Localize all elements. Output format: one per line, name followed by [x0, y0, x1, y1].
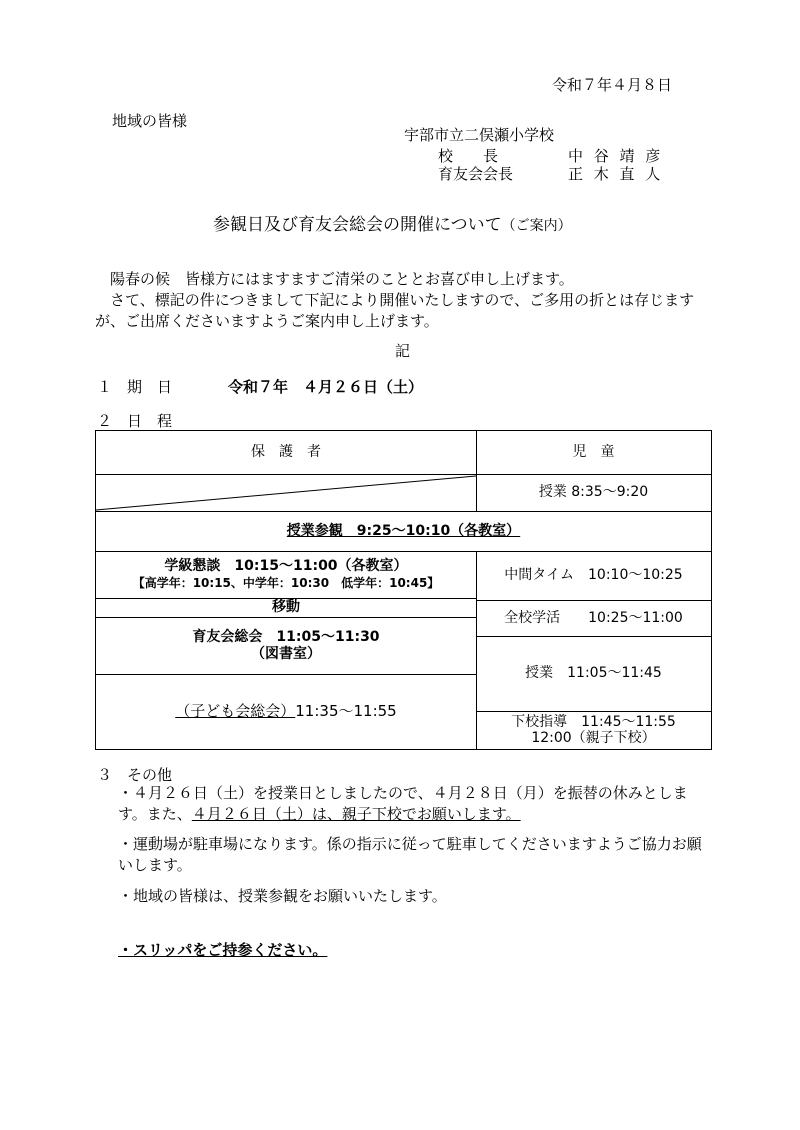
note-item	[118, 783, 708, 825]
class-talk: 学級懇談 10:15〜11:00（各教室）	[164, 557, 408, 574]
note-item: ・運動場が駐車場になります。係の指示に従って駐車してくださいますようご協力お願いします。	[118, 835, 702, 874]
note-item: ・地域の皆様は、授業参観をお願いいたします。	[118, 887, 447, 905]
child-class2: 授業 11:05〜11:45	[525, 665, 662, 681]
invitation-paragraph: さて、標記の件につきまして下記により開催いたしますので、ご多用の折とは存じますが、ご出席くださいますようご案内申し上げます。	[95, 291, 695, 330]
ki-heading: 記	[395, 342, 411, 360]
diagonal-slash	[96, 474, 476, 511]
pta-meeting-place: （図書室）	[251, 645, 321, 662]
title-sub: （ご案内）	[501, 218, 572, 234]
page-title	[213, 216, 572, 235]
section3-label: ３ その他	[97, 766, 173, 784]
pta-role: 育友会会長	[438, 165, 514, 183]
principal-role: 校 長	[438, 147, 499, 165]
note-item-slippers	[118, 940, 327, 961]
pta-meeting: 育友会総会 11:05〜11:30	[192, 628, 380, 645]
school-name: 宇部市立二俣瀬小学校	[404, 126, 555, 144]
document-date: 令和７年４月８日	[552, 76, 673, 94]
pta-meeting-cell	[96, 617, 476, 674]
note-slippers: ・スリッパをご持参ください。	[118, 941, 328, 959]
child-dismiss: 下校指導 11:45〜11:55	[511, 714, 676, 730]
child-dismiss2: 12:00（親子下校）	[531, 730, 656, 746]
pta-name: 正 木 直 人	[568, 165, 664, 183]
observation-row: 授業参観 9:25〜10:10（各教室）	[286, 522, 521, 539]
recipient: 地域の皆様	[112, 112, 188, 130]
header-child: 児 童	[572, 444, 615, 460]
class-talk-detail: 【高学年：10:15、中学年：10:30 低学年：10:45】	[132, 575, 440, 590]
note-underlined: ４月２６日（土）は、親子下校でお願いします。	[191, 805, 521, 823]
child-dismiss-cell	[476, 711, 711, 749]
principal-name: 中 谷 靖 彦	[568, 147, 664, 165]
title-main: 参観日及び育友会総会の開催について	[213, 215, 502, 235]
kids-meeting-cell	[96, 674, 476, 749]
greeting-paragraph: 陽春の候 皆様方にはますますご清栄のこととお喜び申し上げます。	[110, 270, 574, 288]
header-guardian: 保 護 者	[251, 444, 321, 460]
note-text: ・４月２６日（土）を授業日としましたので、４月２８日（月）を振替の休みとします。また、	[118, 784, 688, 823]
child-break: 中間タイム 10:10〜10:25	[504, 567, 683, 583]
event-date: 令和７年 ４月２６日（土）	[228, 378, 424, 396]
section2-label: ２ 日 程	[97, 412, 173, 430]
move-row: 移動	[272, 599, 300, 615]
kids-meeting-label: （子ども会総会）	[175, 702, 296, 720]
kids-meeting-time: 11:35〜11:55	[295, 702, 397, 720]
child-class1: 授業 8:35〜9:20	[538, 484, 649, 500]
schedule-table	[95, 430, 712, 750]
section1-label: １ 期 日	[97, 378, 173, 396]
child-all-school: 全校学活 10:25〜11:00	[504, 609, 683, 626]
class-talk-cell	[96, 551, 476, 598]
